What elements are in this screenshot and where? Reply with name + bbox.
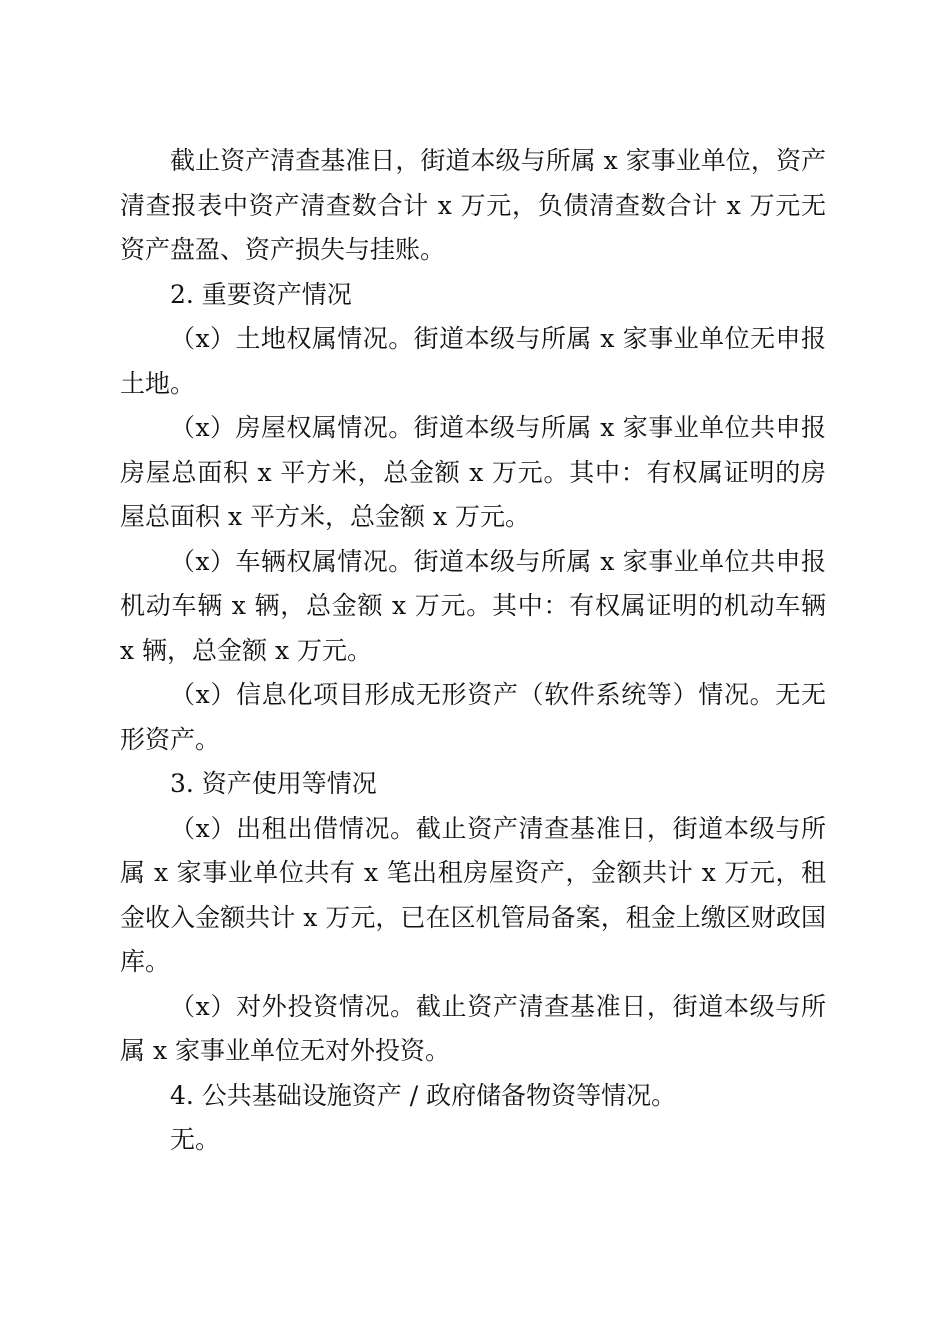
paragraph-external-investment: （x）对外投资情况。截止资产清查基准日，街道本级与所属 x 家事业单位无对外投资。 [120, 991, 826, 1065]
paragraph-house-ownership: （x）房屋权属情况。街道本级与所属 x 家事业单位共申报房屋总面积 x 平方米，总金额 x 万元。其中：有权属证明的房屋总面积 x 平方米，总金额 x 万元。 [120, 413, 826, 531]
paragraph-vehicle-ownership: （x）车辆权属情况。街道本级与所属 x 家事业单位共申报机动车辆 x 辆，总金额 x 万元。其中：有权属证明的机动车辆 x 辆，总金额 x 万元。 [120, 546, 826, 665]
document-body [120, 139, 826, 1163]
paragraph-none: 无。 [170, 1125, 221, 1154]
paragraph-land-ownership: （x）土地权属情况。街道本级与所属 x 家事业单位无申报土地。 [120, 324, 826, 398]
paragraph-rental-lending: （x）出租出借情况。截止资产清查基准日，街道本级与所属 x 家事业单位共有 x 笔出租房屋资产，金额共计 x 万元，租金收入金额共计 x 万元，已在区机管局备案，租金上缴区财政国库。 [120, 813, 826, 976]
heading-asset-usage: 3. 资产使用等情况 [170, 769, 377, 798]
heading-important-assets: 2. 重要资产情况 [170, 279, 352, 309]
heading-public-infrastructure: 4. 公共基础设施资产 / 政府储备物资等情况。 [170, 1080, 677, 1110]
paragraph-asset-summary: 截止资产清查基准日，街道本级与所属 x 家事业单位，资产清查报表中资产清查数合计 x 万元，负债清查数合计 x 万元无资产盘盈、资产损失与挂账。 [120, 146, 826, 264]
paragraph-intangible-assets: （x）信息化项目形成无形资产（软件系统等）情况。无无形资产。 [120, 680, 826, 754]
